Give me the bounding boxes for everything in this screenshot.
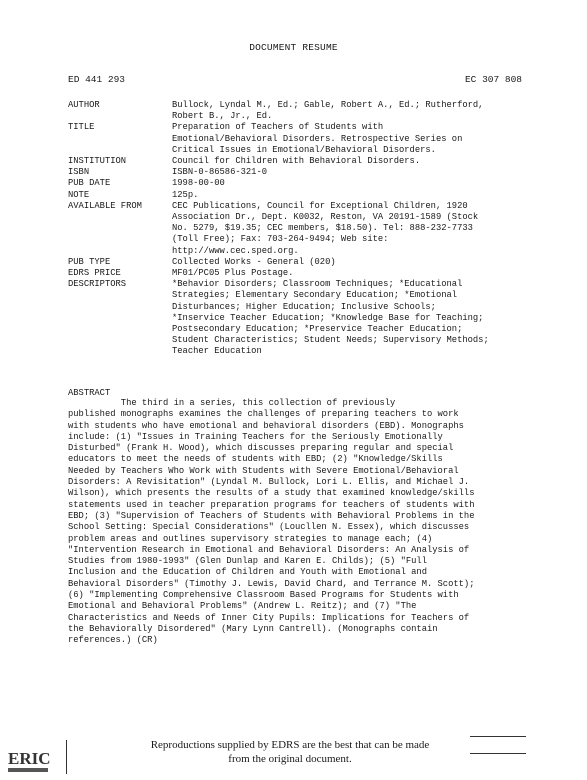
field-edrs-price: [68, 268, 538, 279]
abstract-text: The third in a series, this collection of previously published monographs examines the challenges of preparing teachers to work with students who have emotional and behavioral disorders (EBD). Monographs include: (1) "Issues in Training Teachers for the Seriously Emotionally Disturbed" (Frank H. Wood), which discusses preparing regular and special educators to meet the needs of students with EBD; (2) "Knowledge/Skills Needed by Teachers Who Work with Students with Severe Emotional/Behavioral Disorders: A Revisitation" (Lyndal M. Bullock, Lori L. Ellis, and Michael J. Wilson), which presents the results of a study that examined knowledge/skills statements used in teacher preparation programs for teachers of students with EBD; (3) "Supervision of Teachers of Students with Behavioral Problems in the School Setting: Special Considerations" (Loucllen N. Essex), which discusses problem areas and outlines supervisory strategies to manage each; (4) "Intervention Research in Emotional and Behavioral Disorders: An Analysis of Studies from 1980-1993" (Glen Dunlap and Karen E. Childs); (5) "Full Inclusion and the Education of Children and Youth with Emotional and Behavioral Disorders" (Timothy J. Lewis, David Chard, and Terrance M. Scott); (6) "Implementing Comprehensive Classroom Based Programs for Students with Emotional and Behavioral Problems" (Andrew L. Reitz); and (7) "The Characteristics and Needs of Inner City Pupils: Implications for Teachers of the Behaviorally Disordered" (Mary Lynn Cantrell). (Monographs contain references.) (CR): [68, 398, 475, 646]
field-label: DESCRIPTORS: [68, 279, 127, 290]
field-label: INSTITUTION: [68, 156, 127, 167]
field-value: Preparation of Teachers of Students with Emotional/Behavioral Disorders. Retrospective Series on Critical Issues in Emotional/Behavioral Disorders.: [172, 122, 463, 155]
footer-divider: [66, 740, 67, 774]
field-value: Collected Works - General (020): [172, 256, 336, 267]
field-institution: [68, 156, 538, 167]
field-value: CEC Publications, Council for Exceptional Children, 1920 Association Dr., Dept. K0032, Reston, VA 20191-1589 (Stock No. 5279, $19.35; CEC members, $18.50). Tel: 888-232-7733 (Toll Free); Fax: 703-264-9494; Web site: http://www.cec.sped.org.: [172, 200, 479, 256]
field-pub-date: [68, 178, 538, 189]
field-value: MF01/PC05 Plus Postage.: [172, 268, 294, 279]
reproduction-notice-line1: Reproductions supplied by EDRS are the best that can be made: [150, 739, 430, 751]
blank-line: [470, 753, 526, 754]
ed-number: ED 441 293: [68, 74, 126, 85]
field-label: ISBN: [68, 167, 90, 178]
reproduction-notice: [140, 738, 440, 766]
reproduction-notice-line2: from the original document.: [228, 753, 352, 765]
field-title: [68, 122, 538, 156]
field-label: PUB TYPE: [68, 256, 111, 267]
field-descriptors: [68, 279, 538, 357]
eric-logo-text: ERIC: [8, 749, 51, 768]
field-available-from: [68, 201, 538, 257]
field-label: AVAILABLE FROM: [68, 200, 142, 211]
blank-line: [470, 736, 526, 737]
blank-lines: [470, 736, 526, 770]
field-pub-type: [68, 257, 538, 268]
field-label: NOTE: [68, 189, 90, 200]
document-title: DOCUMENT RESUME: [249, 42, 338, 53]
field-value: 125p.: [172, 189, 199, 200]
field-value: *Behavior Disorders; Classroom Techniques; *Educational Strategies; Elementary Secondary Education; *Emotional Disturbances; Higher Education; Inclusive Schools; *Inservice Teacher Education; *Knowledge Base for Teaching; Postsecondary Education; *Preservice Teacher Education; Student Characteristics; Student Needs; Supervisory Methods; Teacher Education: [172, 279, 489, 357]
field-isbn: [68, 167, 538, 178]
field-author: [68, 100, 538, 122]
metadata-fields: [68, 100, 538, 358]
field-value: ISBN-0-86586-321-0: [172, 167, 268, 178]
field-value: Bullock, Lyndal M., Ed.; Gable, Robert A., Ed.; Rutherford, Robert B., Jr., Ed.: [172, 100, 484, 122]
field-label: PUB DATE: [68, 178, 111, 189]
field-note: [68, 190, 538, 201]
field-value: 1998-00-00: [172, 178, 225, 189]
field-value: Council for Children with Behavioral Disorders.: [172, 156, 421, 167]
abstract-label: ABSTRACT: [68, 388, 111, 398]
eric-logo: [6, 744, 52, 774]
field-label: EDRS PRICE: [68, 268, 121, 279]
field-label: AUTHOR: [68, 100, 100, 110]
field-label: TITLE: [68, 122, 95, 133]
ec-number: EC 307 808: [464, 74, 522, 85]
